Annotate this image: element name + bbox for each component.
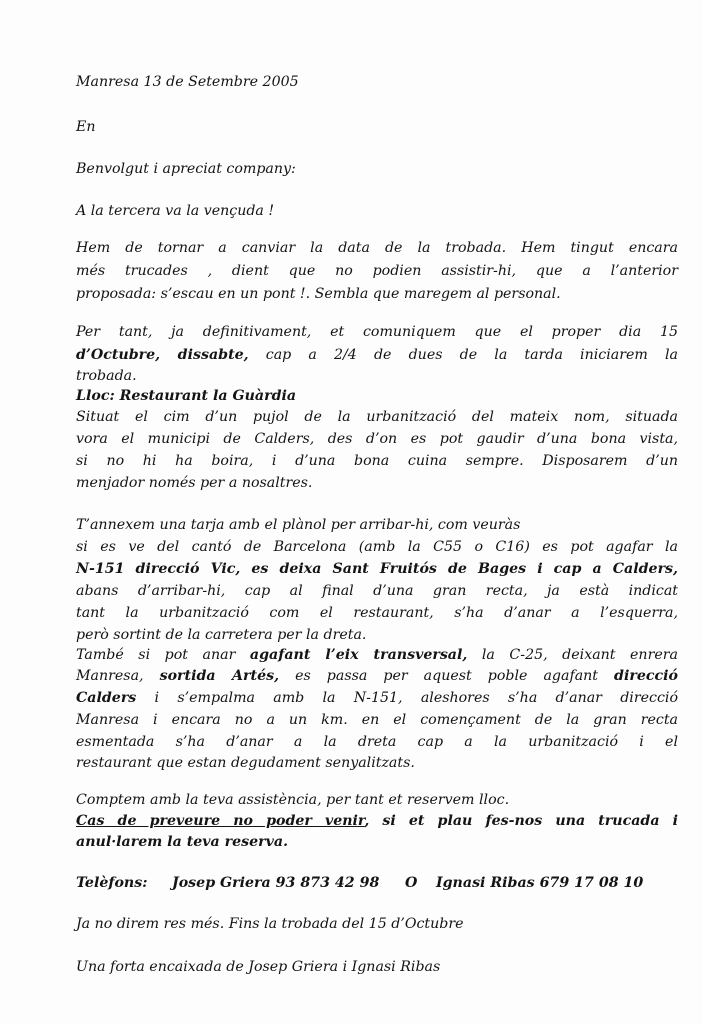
letter-addressee: En bbox=[76, 119, 96, 135]
paragraph-2-line: vora el municipi de Calders, des d’on es pot gaudir d’una bona vista, bbox=[76, 431, 678, 447]
paragraph-3-line: T’annexem una tarja amb el plànol per arribar-hi, com veuràs bbox=[76, 517, 521, 533]
paragraph-4-line: Cas de preveure no poder venir, si et plau fes-nos una trucada i bbox=[76, 813, 679, 829]
place-label: Lloc: Restaurant la Guàrdia bbox=[76, 388, 297, 404]
paragraph-3-line: Manresa i encara no a un km. en el començament de la gran recta bbox=[76, 712, 678, 728]
paragraph-2-line: menjador només per a nosaltres. bbox=[76, 475, 313, 491]
paragraph-3-line: restaurant que estan degudament senyalitzats. bbox=[76, 755, 415, 771]
letter-signature: Una forta encaixada de Josep Griera i Ignasi Ribas bbox=[76, 959, 441, 975]
letter-closing: Ja no direm res més. Fins la trobada del 15 d’Octubre bbox=[76, 916, 464, 932]
paragraph-3-line: esmentada s’ha d’anar a la dreta cap a la urbanització i el bbox=[76, 734, 678, 750]
phones-label: Telèfons: bbox=[76, 875, 148, 891]
paragraph-3-line: Manresa, sortida Artés, es passa per aquest poble agafant direcció bbox=[76, 668, 678, 684]
phone-contact-ribas: Ignasi Ribas 679 17 08 10 bbox=[436, 875, 644, 891]
cancel-notice-underlined: Cas de preveure no poder venir bbox=[76, 813, 365, 829]
paragraph-2-line: si no hi ha boira, i d’una bona cuina sempre. Disposarem d’un bbox=[76, 453, 678, 469]
paragraph-3-line: Calders i s’empalma amb la N-151, aleshores s’ha d’anar direcció bbox=[76, 690, 678, 706]
event-date-bold: d’Octubre, dissabte, bbox=[76, 347, 249, 363]
paragraph-2-line: trobada. bbox=[76, 368, 137, 384]
paragraph-4-line: Comptem amb la teva assistència, per tant et reservem lloc. bbox=[76, 792, 510, 808]
paragraph-3-line: N-151 direcció Vic, es deixa Sant Fruitós de Bages i cap a Calders, bbox=[76, 561, 678, 577]
phone-separator: O bbox=[405, 875, 418, 891]
letter-greeting: Benvolgut i apreciat company: bbox=[76, 161, 296, 177]
phone-contact-griera: Josep Griera 93 873 42 98 bbox=[172, 875, 380, 891]
paragraph-1-line: Hem de tornar a canviar la data de la trobada. Hem tingut encara bbox=[76, 240, 678, 256]
paragraph-1-line: proposada: s’escau en un pont !. Sembla que maregem al personal. bbox=[76, 286, 561, 302]
paragraph-3-line: si es ve del cantó de Barcelona (amb la C55 o C16) es pot agafar la bbox=[76, 539, 678, 555]
paragraph-2-line: d’Octubre, dissabte, cap a 2/4 de dues de la tarda iniciarem la bbox=[76, 347, 678, 363]
letter-date: Manresa 13 de Setembre 2005 bbox=[76, 74, 299, 90]
paragraph-1-line: més trucades , dient que no podien assistir-hi, que a l’anterior bbox=[76, 263, 678, 279]
paragraph-3-line: però sortint de la carretera per la dreta. bbox=[76, 627, 367, 643]
paragraph-3-line: També si pot anar agafant l’eix transversal, la C-25, deixant enrera bbox=[76, 647, 678, 663]
paragraph-2-line: Per tant, ja definitivament, et comuniquem que el proper dia 15 bbox=[76, 324, 678, 340]
paragraph-3-line: abans d’arribar-hi, cap al final d’una gran recta, ja està indicat bbox=[76, 583, 678, 599]
paragraph-4-line: anul·larem la teva reserva. bbox=[76, 834, 289, 850]
paragraph-3-line: tant la urbanització com el restaurant, s’ha d’anar a l’esquerra, bbox=[76, 605, 678, 621]
paragraph-2-line: Situat el cim d’un pujol de la urbanització del mateix nom, situada bbox=[76, 409, 678, 425]
letter-intro: A la tercera va la vençuda ! bbox=[76, 203, 275, 219]
